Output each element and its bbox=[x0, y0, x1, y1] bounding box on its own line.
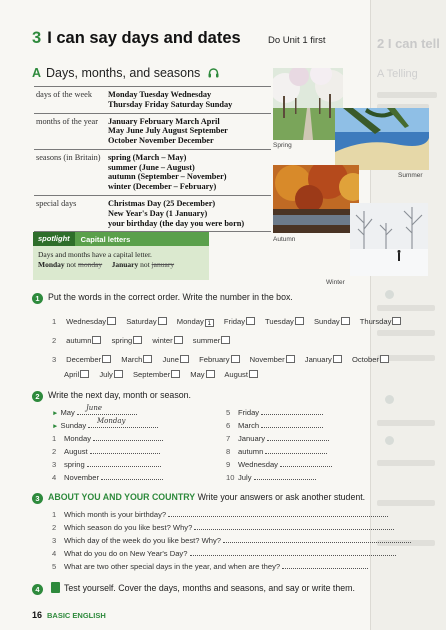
item-number: 5 bbox=[52, 562, 57, 571]
facing-page-title: 2 I can tell bbox=[377, 36, 440, 51]
exercise-4-heading bbox=[32, 582, 355, 595]
answer-box[interactable] bbox=[107, 317, 116, 325]
exercise-1-row-3-cont bbox=[64, 370, 266, 379]
item-number: 2 bbox=[52, 523, 57, 532]
word: autumn bbox=[66, 336, 92, 345]
vocab-line: Thursday Friday Saturday Sunday bbox=[108, 99, 233, 109]
unit-title-text: I can say days and dates bbox=[47, 29, 241, 47]
word: December bbox=[66, 355, 102, 364]
unit-title bbox=[32, 29, 241, 48]
answer-box-filled[interactable]: 1 bbox=[205, 319, 214, 327]
spotlight-correct-2: January bbox=[111, 260, 139, 270]
vocab-line: Christmas Day (25 December) bbox=[108, 199, 216, 209]
vocab-line: autumn (September – November) bbox=[108, 172, 227, 182]
spotlight-wrong-1: monday bbox=[78, 260, 103, 270]
exercise-1-number: 1 bbox=[32, 293, 43, 304]
vocab-key: months of the year bbox=[34, 113, 106, 149]
spotlight-not-2: not bbox=[140, 260, 150, 270]
page-number: 16 bbox=[32, 610, 43, 620]
example-arrow-icon: ► bbox=[52, 423, 59, 430]
prompt-word: Monday bbox=[64, 434, 92, 443]
answer-line[interactable] bbox=[261, 420, 323, 428]
item-number: 4 bbox=[52, 549, 57, 558]
vocab-line: spring (March – May) bbox=[108, 152, 187, 162]
spotlight-body bbox=[33, 246, 209, 280]
vocab-values bbox=[106, 149, 271, 195]
vocab-line: January February March April bbox=[108, 116, 220, 126]
exercise-2-item bbox=[226, 459, 332, 469]
item-number: 1 bbox=[52, 317, 57, 326]
answer-box[interactable] bbox=[171, 370, 180, 378]
vocab-line: May June July August September bbox=[108, 126, 228, 136]
question-text: Which month is your birthday? bbox=[64, 510, 167, 519]
section-a-title: Days, months, and seasons bbox=[46, 66, 201, 80]
word: Monday bbox=[176, 317, 204, 326]
word: Thursday bbox=[359, 317, 392, 326]
answer-box[interactable] bbox=[92, 336, 101, 344]
vocab-row-special-days bbox=[34, 196, 271, 232]
exercise-4-instruction: Test yourself. Cover the days, months and seasons, and say or write them. bbox=[64, 583, 355, 593]
answer-line[interactable] bbox=[87, 459, 161, 467]
word: Friday bbox=[223, 317, 246, 326]
answer-box[interactable] bbox=[392, 317, 401, 325]
answer-box[interactable] bbox=[174, 336, 183, 344]
prompt-word: May bbox=[60, 408, 75, 417]
prompt-word: Friday bbox=[238, 408, 260, 417]
word: summer bbox=[192, 336, 221, 345]
spotlight-wrong-2: january bbox=[151, 260, 175, 270]
page-footer bbox=[32, 610, 106, 620]
item-number: 2 bbox=[52, 447, 57, 456]
answer-line[interactable] bbox=[168, 509, 388, 517]
word: January bbox=[304, 355, 332, 364]
exercise-3-instruction: Write your answers or ask another student. bbox=[197, 492, 366, 502]
word: Wednesday bbox=[66, 317, 107, 326]
facing-page-section: A Telling bbox=[377, 68, 418, 80]
item-number: 2 bbox=[52, 336, 57, 345]
example-answer: June bbox=[86, 404, 102, 412]
answer-box[interactable] bbox=[102, 355, 111, 363]
word: August bbox=[224, 370, 248, 379]
answer-box[interactable] bbox=[206, 370, 215, 378]
answer-line[interactable] bbox=[282, 561, 368, 569]
vocab-values bbox=[106, 196, 271, 232]
prompt-word: spring bbox=[64, 460, 85, 469]
spotlight-tag: spotlight bbox=[33, 232, 75, 246]
winter-photo bbox=[350, 203, 428, 276]
item-number: 1 bbox=[52, 434, 57, 443]
section-letter: A bbox=[32, 66, 42, 80]
exercise-2-item bbox=[226, 420, 323, 430]
word: September bbox=[132, 370, 171, 379]
prompt-word: November bbox=[64, 473, 100, 482]
prompt-word: Sunday bbox=[60, 421, 87, 430]
exercise-2-instruction: Write the next day, month or season. bbox=[48, 390, 191, 400]
answer-line[interactable] bbox=[93, 433, 163, 441]
winter-caption: Winter bbox=[326, 279, 345, 286]
exercise-3-question bbox=[52, 535, 411, 545]
unit-number: 3 bbox=[32, 29, 42, 47]
spotlight-title: Capital letters bbox=[80, 234, 131, 244]
answer-box[interactable] bbox=[158, 317, 167, 325]
answer-line[interactable] bbox=[194, 522, 394, 530]
vocab-line: Monday Tuesday Wednesday bbox=[108, 90, 212, 99]
prompt-word: January bbox=[238, 434, 266, 443]
exercise-2-item bbox=[226, 446, 327, 456]
answer-line[interactable] bbox=[101, 472, 163, 480]
exercise-2-number: 2 bbox=[32, 391, 43, 402]
summer-caption: Summer bbox=[398, 172, 423, 179]
prompt-word: autumn bbox=[238, 447, 264, 456]
exercise-1-row-2 bbox=[52, 336, 238, 345]
item-number: 3 bbox=[52, 355, 57, 364]
vocab-values bbox=[106, 87, 271, 114]
spring-photo bbox=[273, 68, 343, 140]
vocab-line: October November December bbox=[108, 136, 214, 146]
vocabulary-table bbox=[34, 86, 271, 232]
answer-box[interactable] bbox=[114, 370, 123, 378]
vocab-key: seasons (in Britain) bbox=[34, 149, 106, 195]
item-number: 7 bbox=[226, 434, 231, 443]
answer-box[interactable] bbox=[341, 317, 350, 325]
vocab-row-months bbox=[34, 113, 271, 149]
exercise-1-row-1 bbox=[52, 317, 409, 327]
answer-line[interactable] bbox=[90, 446, 160, 454]
vocab-line: New Year's Day (1 January) bbox=[108, 208, 208, 218]
exercise-3-question bbox=[52, 548, 396, 558]
item-number: 3 bbox=[52, 460, 57, 469]
exercise-3-question bbox=[52, 522, 394, 532]
answer-line[interactable] bbox=[267, 433, 329, 441]
item-number: 9 bbox=[226, 460, 231, 469]
word: April bbox=[64, 370, 80, 379]
answer-box[interactable] bbox=[231, 355, 240, 363]
item-number: 4 bbox=[52, 473, 57, 482]
prompt-word: March bbox=[238, 421, 260, 430]
question-text: What are two other special days in the year, and when are they? bbox=[64, 562, 281, 571]
answer-box[interactable] bbox=[333, 355, 342, 363]
answer-box[interactable] bbox=[249, 370, 258, 378]
exercise-3-question bbox=[52, 509, 388, 519]
answer-box[interactable] bbox=[180, 355, 189, 363]
exercise-3-topic: ABOUT YOU AND YOUR COUNTRY bbox=[48, 492, 196, 502]
item-number: 8 bbox=[226, 447, 231, 456]
answer-box[interactable] bbox=[286, 355, 295, 363]
spotlight-correct-1: Monday bbox=[38, 260, 65, 270]
item-number: 1 bbox=[52, 510, 57, 519]
answer-line[interactable] bbox=[223, 535, 411, 543]
question-text: What do you do on New Year's Day? bbox=[64, 549, 188, 558]
vocab-key: days of the week bbox=[34, 87, 106, 114]
answer-line[interactable] bbox=[265, 446, 327, 454]
summer-photo bbox=[335, 108, 429, 170]
spotlight-example bbox=[38, 260, 204, 270]
word: February bbox=[199, 355, 230, 364]
question-text: Which day of the week do you like best? Why? bbox=[64, 536, 222, 545]
spotlight-header bbox=[33, 232, 209, 246]
headphones-icon bbox=[208, 67, 219, 81]
answer-box[interactable] bbox=[221, 336, 230, 344]
example-arrow-icon: ► bbox=[52, 410, 59, 417]
word: June bbox=[162, 355, 179, 364]
exercise-3-number: 3 bbox=[32, 493, 43, 504]
word: July bbox=[99, 370, 113, 379]
exercise-3-heading bbox=[32, 492, 365, 504]
prompt-word: Wednesday bbox=[238, 460, 278, 469]
item-number: 5 bbox=[226, 408, 231, 417]
exercise-3-question bbox=[52, 561, 368, 571]
vocab-line: winter (December – February) bbox=[108, 182, 217, 192]
vocab-key: special days bbox=[34, 196, 106, 232]
exercise-2-item bbox=[226, 433, 329, 443]
example-answer: Monday bbox=[97, 417, 126, 425]
word: winter bbox=[152, 336, 173, 345]
word: November bbox=[249, 355, 285, 364]
exercise-2-item bbox=[226, 407, 323, 417]
exercise-4-number: 4 bbox=[32, 584, 43, 595]
word: May bbox=[190, 370, 205, 379]
exercise-2-item bbox=[52, 446, 160, 456]
answer-line[interactable] bbox=[280, 459, 332, 467]
autumn-caption: Autumn bbox=[273, 236, 296, 243]
spotlight-rule: Days and months have a capital letter. bbox=[38, 250, 152, 259]
answer-box[interactable] bbox=[295, 317, 304, 325]
exercise-2-item bbox=[52, 472, 163, 482]
pencil-icon bbox=[51, 582, 60, 593]
answer-line[interactable] bbox=[254, 472, 316, 480]
exercise-2-item bbox=[226, 472, 316, 482]
item-number: 6 bbox=[226, 421, 231, 430]
word: Saturday bbox=[126, 317, 157, 326]
answer-box[interactable] bbox=[133, 336, 142, 344]
vocab-row-seasons bbox=[34, 149, 271, 195]
item-number: 10 bbox=[226, 473, 235, 482]
word: March bbox=[121, 355, 143, 364]
vocab-row-days bbox=[34, 87, 271, 114]
exercise-2-item bbox=[52, 433, 163, 443]
unit-prerequisite: Do Unit 1 first bbox=[268, 35, 326, 46]
answer-box[interactable] bbox=[143, 355, 152, 363]
book-title: BASIC ENGLISH bbox=[47, 611, 106, 620]
question-text: Which season do you like best? Why? bbox=[64, 523, 193, 532]
exercise-1-instruction: Put the words in the correct order. Write the number in the box. bbox=[48, 292, 293, 302]
section-a-heading bbox=[32, 66, 219, 81]
exercise-2-item bbox=[52, 459, 161, 469]
vocab-line: summer (June – August) bbox=[108, 162, 195, 172]
word: Tuesday bbox=[265, 317, 294, 326]
word: October bbox=[351, 355, 379, 364]
answer-line[interactable] bbox=[190, 548, 396, 556]
vocab-values bbox=[106, 113, 271, 149]
word: Sunday bbox=[313, 317, 340, 326]
answer-box[interactable] bbox=[380, 355, 389, 363]
exercise-2-heading bbox=[32, 390, 191, 402]
prompt-word: August bbox=[64, 447, 88, 456]
spotlight-not-1: not bbox=[66, 260, 77, 270]
exercise-1-heading bbox=[32, 292, 293, 304]
word: spring bbox=[111, 336, 133, 345]
answer-box[interactable] bbox=[246, 317, 255, 325]
answer-box[interactable] bbox=[80, 370, 89, 378]
prompt-word: July bbox=[238, 473, 252, 482]
answer-line[interactable] bbox=[261, 407, 323, 415]
item-number: 3 bbox=[52, 536, 57, 545]
vocab-line: your birthday (the day you were born) bbox=[108, 218, 245, 228]
exercise-1-row-3 bbox=[52, 355, 397, 364]
autumn-photo bbox=[273, 165, 359, 233]
spring-caption: Spring bbox=[273, 142, 292, 149]
